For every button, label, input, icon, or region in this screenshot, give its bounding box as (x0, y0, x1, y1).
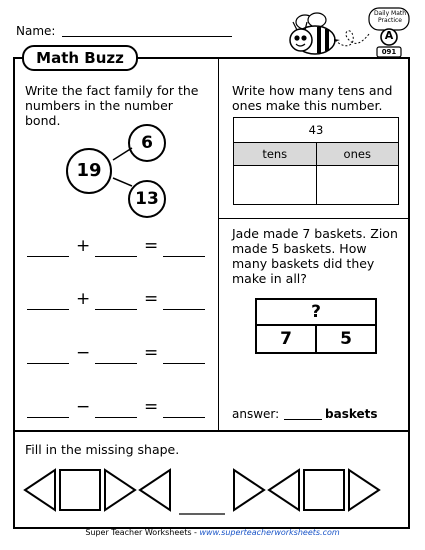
blank-field[interactable] (95, 309, 137, 310)
ones-header: ones (316, 143, 399, 166)
badge-number: 091 (381, 48, 397, 56)
blank-field[interactable] (27, 256, 69, 257)
operator-sign: − (76, 343, 91, 363)
equation-row (27, 291, 212, 311)
blank-field[interactable] (27, 363, 69, 364)
column-divider (218, 57, 219, 430)
blank-field[interactable] (95, 417, 137, 418)
q3-prompt: Jade made 7 baskets. Zion made 5 baskets. How many baskets did they make in all? (232, 226, 398, 286)
equals-sign: = (144, 343, 159, 363)
footer-brand: Super Teacher Worksheets - (85, 528, 200, 537)
equals-sign: = (144, 236, 159, 256)
blank-field[interactable] (163, 256, 205, 257)
triangle-left-icon (25, 470, 55, 510)
equation-row (27, 238, 212, 258)
right-section-divider (219, 218, 410, 219)
part-whole-part-b: 5 (316, 325, 376, 353)
part-whole-total: ? (256, 299, 376, 325)
q2-prompt: Write how many tens and ones make this number. (232, 83, 393, 113)
operator-sign: − (76, 397, 91, 417)
blank-field[interactable] (163, 363, 205, 364)
blank-field[interactable] (27, 417, 69, 418)
tens-header: tens (234, 143, 317, 166)
bottom-section-divider (13, 430, 410, 432)
ones-answer-cell[interactable] (316, 166, 399, 205)
answer-blank[interactable] (284, 419, 322, 420)
operator-sign: + (76, 289, 91, 309)
equation-row (27, 399, 212, 419)
badge-level: A (384, 29, 394, 42)
triangle-left-icon (140, 470, 170, 510)
bond-part-bottom-circle: 13 (128, 180, 166, 218)
triangle-right-icon (105, 470, 135, 510)
equation-row (27, 345, 212, 365)
blank-field[interactable] (27, 309, 69, 310)
square-icon (60, 470, 100, 510)
square-icon (304, 470, 344, 510)
triangle-right-icon (234, 470, 264, 510)
badge-label: Daily Math Practice (373, 10, 407, 24)
part-whole-part-a: 7 (256, 325, 316, 353)
tens-answer-cell[interactable] (234, 166, 317, 205)
triangle-left-icon (269, 470, 299, 510)
answer-unit: baskets (325, 407, 378, 421)
tens-ones-table (233, 117, 399, 205)
part-whole-table (255, 298, 377, 354)
q1-prompt: Write the fact family for the numbers in the number bond. (25, 83, 199, 128)
operator-sign: + (76, 236, 91, 256)
q4-prompt: Fill in the missing shape. (25, 442, 180, 457)
triangle-right-icon (349, 470, 379, 510)
blank-field[interactable] (163, 309, 205, 310)
equals-sign: = (144, 289, 159, 309)
blank-field[interactable] (95, 363, 137, 364)
footer-link[interactable]: www.superteacherworksheets.com (199, 528, 340, 537)
blank-field[interactable] (163, 417, 205, 418)
name-field[interactable] (62, 36, 232, 37)
shape-pattern (22, 464, 404, 519)
footer (0, 528, 425, 537)
page-title: Math Buzz (22, 45, 138, 71)
equals-sign: = (144, 397, 159, 417)
target-number: 43 (234, 118, 399, 143)
name-label: Name: (16, 24, 56, 38)
bond-whole-circle: 19 (66, 148, 112, 194)
blank-field[interactable] (95, 256, 137, 257)
bond-part-top-circle: 6 (128, 124, 166, 162)
answer-label: answer: (232, 407, 280, 421)
